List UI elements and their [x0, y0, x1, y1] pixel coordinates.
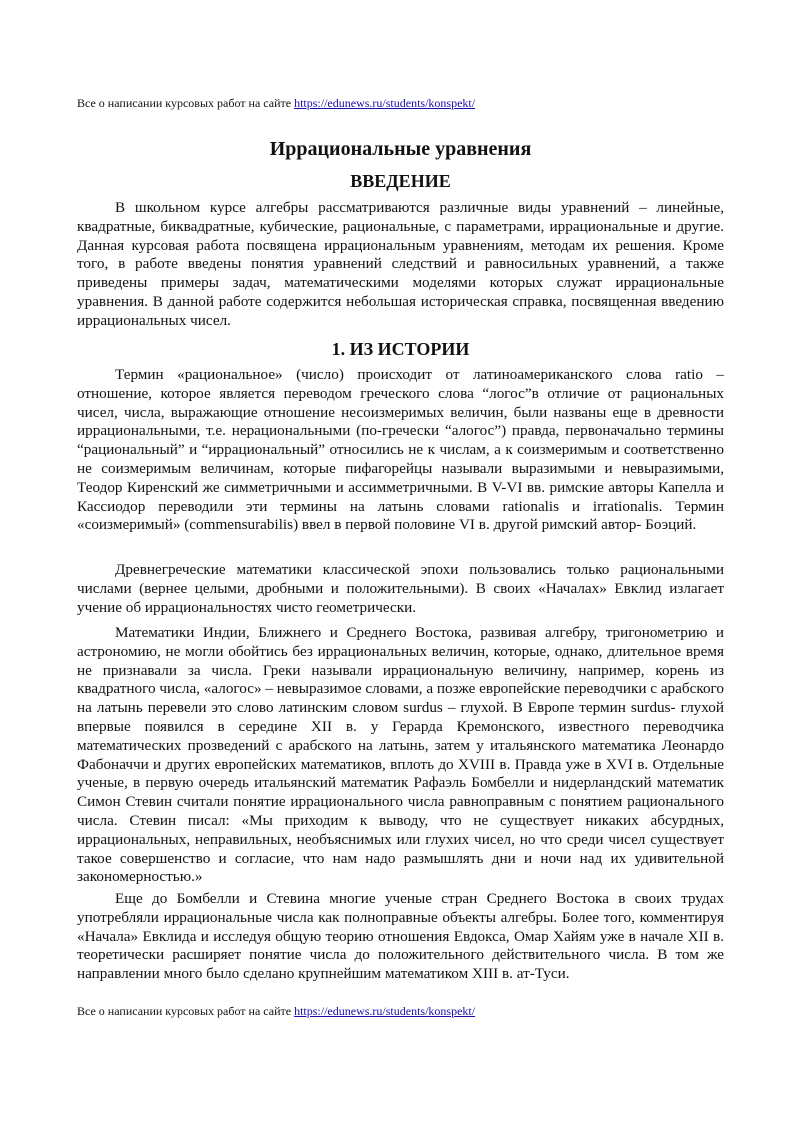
- history-paragraph-3: Математики Индии, Ближнего и Среднего Востока, развивая алгебру, тригонометрию и астрономию, не могли обойтись без иррациональных величин, которые, однако, длительное время не признавали за числа. Греки называли иррациональную величину, например, корень из квадратного числа, «алогос» – невыразимое словами, а позже европейские переводчики с арабского на латынь перевели это слово латинским словом surdus – глухой. В Европе термин surdus- глухой впервые появился в середине XII в. у Герарда Кремонского, известного переводчика математических прозведений с арабского на латынь, затем у итальянского математика Леонардо Фабоначчи и других европейских математиков, вплоть до XVIII в. Правда уже в XVI в. Отдельные ученые, в первую очередь итальянский математик Рафаэль Бомбелли и нидерландский математик Симон Стевин считали понятие иррационального числа равноправным с понятием рационального числа. Стевин писал: «Мы приходим к выводу, что не существует никаких абсурдных, иррациональных, неправильных, необъяснимых или глухих чисел, но что среди чисел существует такое совершенство и согласие, что нам надо размышлять дни и ночи над их удивительной закономерностью.»: [77, 624, 725, 886]
- header-note-link[interactable]: https://edunews.ru/students/konspekt/: [294, 96, 476, 110]
- footer-note-text: Все о написании курсовых работ на сайте: [77, 1004, 295, 1018]
- history-paragraph-1: Термин «рациональное» (число) происходит от латиноамериканского слова ratio – отношение, которое является переводом греческого слова “логос”в отличие от рациональных чисел, числа, выражающие отношение несоизмеримых величин, были названы еще в древности иррациональными, т.е. нерациональными (по-гречески “алогос”) правда, первоначально термины “рациональный” и “иррациональный” относились не к числам, а к соизмеримым и соответственно не соизмеримым величинам, которые пифагорейцы называли выразимыми и невыразимыми, Теодор Киренский же симметричными и ассимметричными. В V-VI вв. римские авторы Капелла и Кассиодор переводили эти термины на латынь словами rationalis и irrationalis. Термин «соизмеримый» (commensurabilis) ввел в первой половине VI в. другой римский автор- Боэций.: [77, 366, 724, 534]
- section1-heading: 1. ИЗ ИСТОРИИ: [331, 339, 470, 359]
- footer-note: [77, 1004, 475, 1018]
- header-note: [77, 96, 475, 110]
- intro-paragraph: В школьном курсе алгебры рассматриваются различные виды уравнений – линейные, квадратные, биквадратные, кубические, рациональные, с параметрами, иррациональные и другие. Данная курсовая работа посвящена иррациональным уравнениям, методам их решения. Кроме того, в работе введены понятия уравнений следствий и равносильных уравнений, а также приведены примеры задач, математическими моделями которых служат иррациональные уравнения. В данной работе содержится небольшая историческая справка, посвященная введению иррациональных чисел.: [77, 199, 724, 329]
- document-title: Иррациональные уравнения: [269, 138, 532, 160]
- footer-note-link[interactable]: https://edunews.ru/students/konspekt/: [294, 1004, 476, 1018]
- history-paragraph-4: Еще до Бомбелли и Стевина многие ученые стран Среднего Востока в своих трудах употребляли иррациональные числа как полноправные объекты алгебры. Более того, комментируя «Начала» Евклида и исследуя общую теорию отношения Евдокса, Омар Хайям уже в начале XII в. теоретически расширяет понятие числа до положительного действительного числа. В том же направлении много было сделано крупнейшим математиком XIII в. ат-Туси.: [77, 890, 724, 983]
- header-note-text: Все о написании курсовых работ на сайте: [77, 96, 295, 110]
- intro-heading: ВВЕДЕНИЕ: [350, 171, 451, 191]
- history-paragraph-2: Древнегреческие математики классической эпохи пользовались только рациональными числами (вернее целыми, дробными и положительными). В своих «Началах» Евклид излагает учение об иррациональностях чисто геометрически.: [77, 561, 724, 616]
